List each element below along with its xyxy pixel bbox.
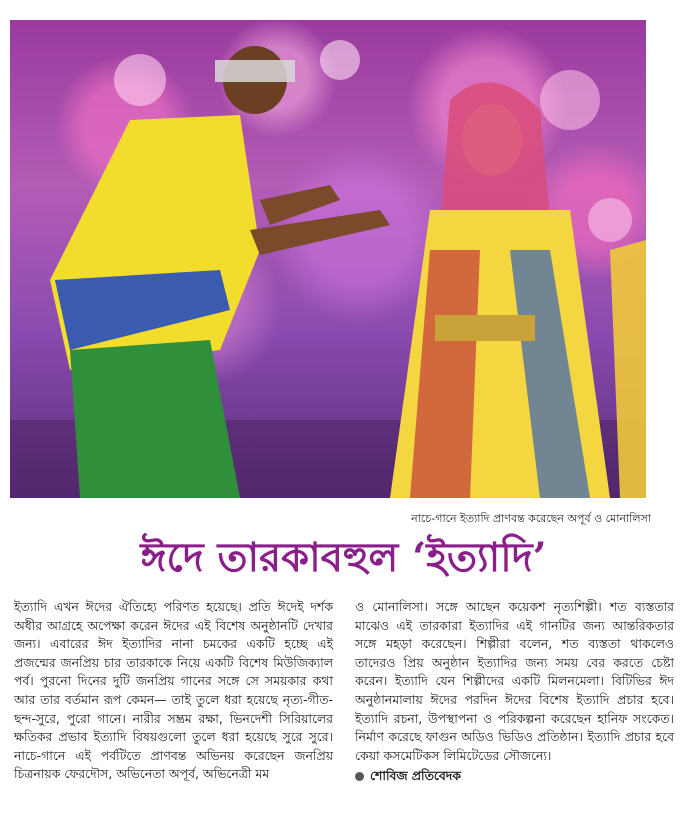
- headline: ঈদে তারকাবহুল ‘ইত্যাদি’: [140, 534, 547, 581]
- dancers-illustration: [10, 20, 646, 498]
- news-photo: [10, 20, 646, 498]
- article-column-2-text: ও মোনালিসা। সঙ্গে আছেন কয়েকশ নৃত্যশিল্পী। শত ব্যস্ততার মাঝেও এই তারকারা ইত্যাদির এই গানটির জন্য আন্তরিকতার সঙ্গে মহড়া করেছেন। শিল্পীরা বলেন, শত ব্যস্ততা থাকলেও তাদেরও প্রিয় অনুষ্ঠান ইত্যাদির জন্য সময় বের করতে চেষ্টা করেন। ইত্যাদি যেন শিল্পীদের একটি মিলনমেলা। বিটিভির ঈদ অনুষ্ঠানমালায় ঈদের পরদিন ঈদের বিশেষ ইত্যাদি প্রচার হবে। ইত্যাদি রচনা, উপস্থাপনা ও পরিকল্পনা করেছেন হানিফ সংকেত। নির্মাণ করেছে ফাগুন অডিও ভিডিও প্রতিষ্ঠান। ইত্যাদি প্রচার হবে কেয়া কসমেটিকস লিমিটেডের সৌজন্যে।: [355, 599, 674, 763]
- article-column-2: [355, 598, 674, 786]
- article-body: [14, 598, 674, 786]
- byline: [355, 767, 674, 786]
- bullet-icon: [355, 772, 364, 781]
- article-column-1: ইত্যাদি এখন ঈদের ঐতিহ্যে পরিণত হয়েছে। প্রতি ঈদেই দর্শক অধীর আগ্রহে অপেক্ষা করেন ঈদের এই বিশেষ অনুষ্ঠানটি দেখার জন্য। এবারের ঈদ ইত্যাদির নানা চমকের একটি হচ্ছে এই প্রজন্মের জনপ্রিয় চার তারকাকে নিয়ে একটি বিশেষ মিউজিক্যাল পর্ব। পুরনো দিনের দুটি জনপ্রিয় গানের সঙ্গে সে সময়কার কথা আর তার বর্তমান রূপ কেমন— তাই তুলে ধরা হয়েছে নৃত্য-গীত-ছন্দ-সুরে, পুরো গানে। নারীর সম্ভ্রম রক্ষা, ভিনদেশী সিরিয়ালের ক্ষতিকর প্রভাব ইত্যাদি বিষয়গুলো তুলে ধরা হয়েছে সুরে সুরে। নাচে-গানে এই পর্বটিতে প্রাণবন্ত অভিনয় করেছেন জনপ্রিয় চিত্রনায়ক ফেরদৌস, অভিনেতা অপূর্ব, অভিনেত্রী মম: [14, 599, 333, 782]
- photo-caption: নাচে-গানে ইত্যাদি প্রাণবন্ত করেছেন অপূর্ব ও মোনালিসা: [411, 512, 651, 525]
- female-dancer: [390, 82, 610, 498]
- byline-text: শোবিজ প্রতিবেদক: [370, 768, 461, 784]
